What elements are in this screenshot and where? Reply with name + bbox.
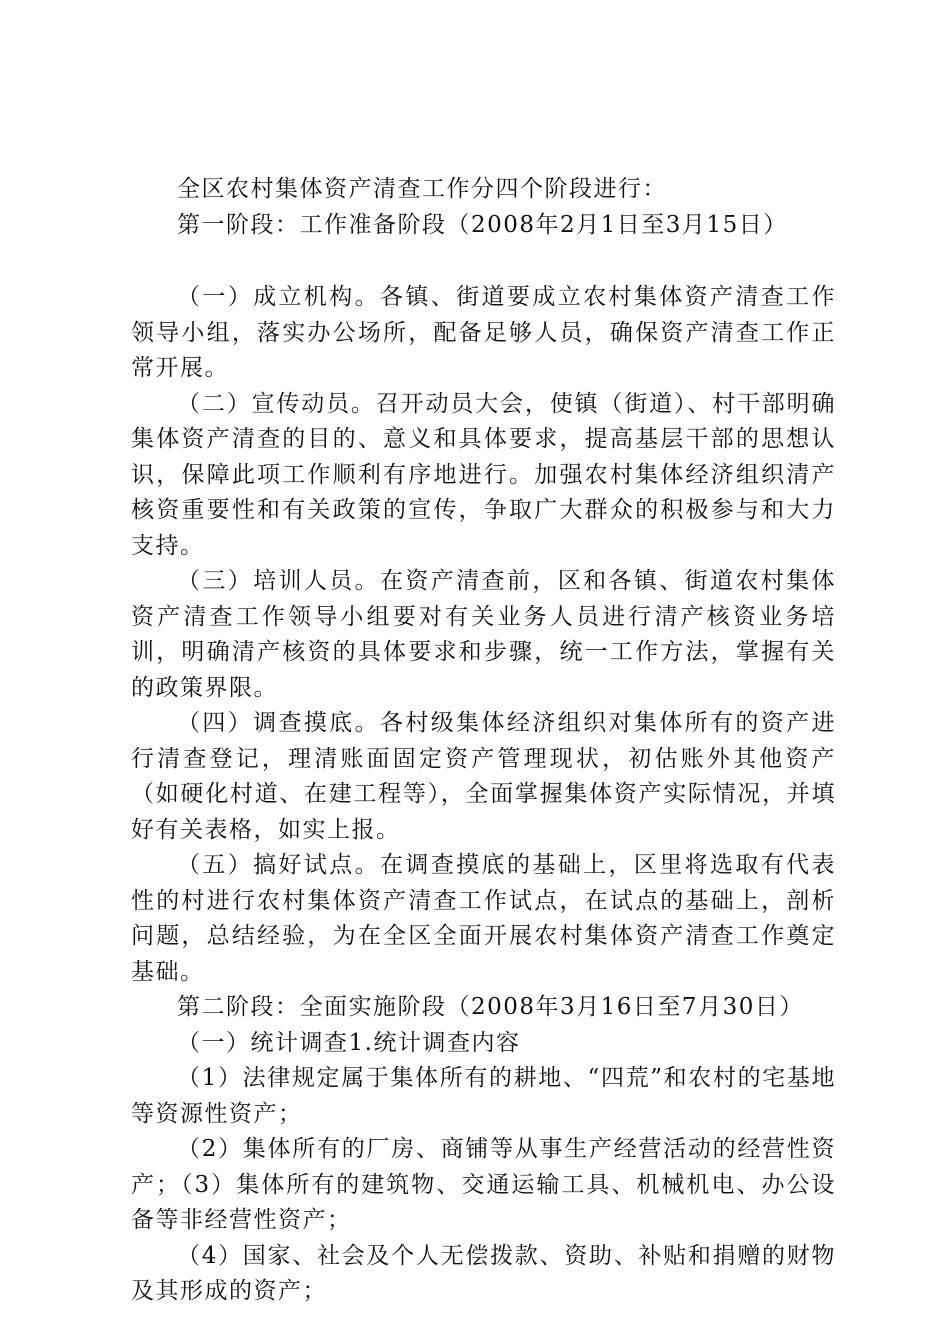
paragraph-item-4: （4）国家、社会及个人无偿拨款、资助、补贴和捐赠的财物及其形成的资产； [131,1242,836,1304]
paragraph-pilot: （五）搞好试点。在调查摸底的基础上，区里将选取有代表性的村进行农村集体资产清查工作试点，在试点的基础上，剖析问题，总结经验，为在全区全面开展农村集体资产清查工作奠定基础。 [131,852,836,985]
paragraph-investigation: （四）调查摸底。各村级集体经济组织对集体所有的资产进行清查登记，理清账面固定资产管理现状，初估账外其他资产（如硬化村道、在建工程等），全面掌握集体资产实际情况，并填好有关表格，如实上报。 [131,710,836,843]
paragraph-item-2-3: （2）集体所有的厂房、商铺等从事生产经营活动的经营性资产；（3）集体所有的建筑物、交通运输工具、机械机电、办公设备等非经营性资产； [131,1136,836,1233]
intro-paragraph: 全区农村集体资产清查工作分四个阶段进行： [177,176,667,202]
paragraph-statistical-survey: （一）统计调查1.统计调查内容 [177,1029,521,1056]
paragraph-gap [131,243,836,280]
paragraph-item-1: （1）法律规定属于集体所有的耕地、“四荒”和农村的宅基地等资源性资产； [131,1065,836,1127]
paragraph-establish-organization: （一）成立机构。各镇、街道要成立农村集体资产清查工作领导小组，落实办公场所，配备足够人员，确保资产清查工作正常开展。 [131,284,836,381]
stage-one-heading: 第一阶段：工作准备阶段（2008年2月1日至3月15日） [177,211,788,238]
paragraph-publicity-mobilization: （二）宣传动员。召开动员大会，使镇（街道）、村干部明确集体资产清查的目的、意义和具体要求，提高基层干部的思想认识，保障此项工作顺利有序地进行。加强农村集体经济组织清产核资重要性和有关政策的宣传，争取广大群众的积极参与和大力支持。 [131,390,836,559]
paragraph-training-personnel: （三）培训人员。在资产清查前，区和各镇、街道农村集体资产清查工作领导小组要对有关业务人员进行清产核资业务培训，明确清产核资的具体要求和步骤，统一工作方法，掌握有关的政策界限。 [131,568,836,701]
document-body [131,172,836,1310]
stage-two-heading: 第二阶段：全面实施阶段（2008年3月16日至7月30日） [177,994,804,1020]
